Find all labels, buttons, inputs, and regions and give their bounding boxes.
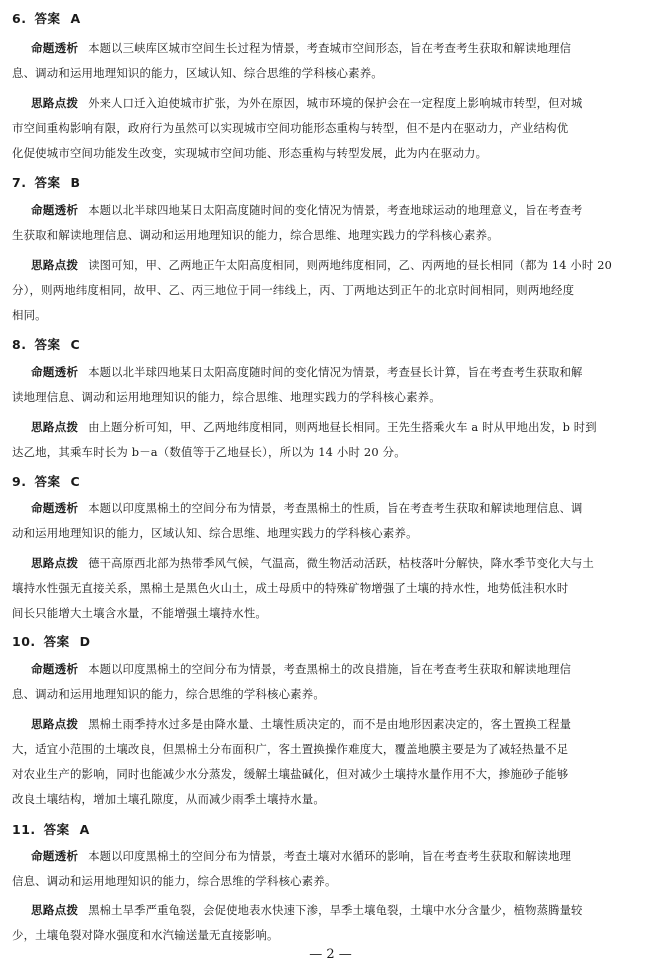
q10-silu-cont3: 改良土壤结构，增加土壤孔隙度，从而减少雨季土壤持水量。: [12, 792, 325, 806]
q9-silu-text: 德干高原西北部为热带季风气候，气温高，微生物活动活跃，枯枝落叶分解快，降水季节变化大与土: [88, 557, 595, 570]
q9-mingti-text: 本题以印度黑棉土的空间分布为情景，考查黑棉土的性质，旨在考查考生获取和解读地理信息、调: [88, 502, 583, 515]
mingti-label: 命题透析: [31, 203, 79, 217]
q9-number: 9.: [12, 474, 27, 489]
q10-silu-cont2: 对农业生产的影响，同时也能减少水分蒸发，缓解土壤盐碱化，但对减少土壤持水量作用不大，掺施砂子能够: [12, 767, 569, 781]
q11-mingti: [31, 845, 651, 868]
q7-silu-cont2: 相同。: [12, 308, 47, 322]
q11-mingti-text: 本题以印度黑棉土的空间分布为情景，考查土壤对水循环的影响，旨在考查考生获取和解读地理: [88, 850, 572, 863]
q10-mingti: [31, 658, 651, 681]
q10-answer: D: [79, 634, 91, 649]
q11-header: [12, 820, 90, 838]
silu-label: 思路点拨: [31, 903, 79, 917]
answer-label: 答案: [43, 634, 70, 649]
q9-silu-cont2: 间长只能增大土壤含水量，不能增强土壤持水性。: [12, 606, 267, 620]
q9-header: [12, 472, 80, 490]
q9-mingti-cont: 动和运用地理知识的能力，区域认知、综合思维、地理实践力的学科核心素养。: [12, 526, 418, 540]
q7-silu-text: 读图可知，甲、乙两地正午太阳高度相同，则两地纬度相同，乙、丙两地的昼长相同（都为 14 小时 20: [88, 259, 612, 272]
mingti-label: 命题透析: [31, 365, 79, 379]
q10-silu-cont: 大，适宜小范围的土壤改良，但黑棉土分布面积广，客土置换操作难度大，覆盖地膜主要是为了减轻热量不足: [12, 742, 569, 756]
page-number: — 2 —: [309, 947, 352, 962]
q8-mingti: [31, 361, 651, 384]
q8-number: 8.: [12, 337, 27, 352]
silu-label: 思路点拨: [31, 258, 79, 272]
q7-mingti-text: 本题以北半球四地某日太阳高度随时间的变化情况为情景，考查地球运动的地理意义，旨在考查考: [88, 204, 583, 217]
q11-silu: [31, 899, 651, 922]
q6-mingti-text: 本题以三峡库区城市空间生长过程为情景，考查城市空间形态，旨在考查考生获取和解读地理信: [88, 42, 572, 55]
q11-answer: A: [79, 822, 90, 837]
q6-mingti-cont: 息、调动和运用地理知识的能力，区域认知、综合思维的学科核心素养。: [12, 66, 383, 80]
q6-silu-cont: 市空间重构影响有限，政府行为虽然可以实现城市空间功能形态重构与转型，但不是内在驱动力，产业结构优: [12, 121, 569, 135]
answer-label: 答案: [34, 474, 61, 489]
q10-number: 10.: [12, 634, 36, 649]
mingti-label: 命题透析: [31, 662, 79, 676]
q6-mingti: [31, 37, 651, 60]
mingti-label: 命题透析: [31, 501, 79, 515]
q8-silu-cont: 达乙地，其乘车时长为 b－a（数值等于乙地昼长），所以为 14 小时 20 分。: [12, 445, 406, 459]
q9-silu: [31, 552, 651, 575]
q8-answer: C: [70, 337, 81, 352]
answer-label: 答案: [34, 337, 61, 352]
q7-answer: B: [70, 175, 81, 190]
q7-mingti: [31, 199, 651, 222]
q8-silu-text: 由上题分析可知，甲、乙两地纬度相同，则两地昼长相同。王先生搭乘火车 a 时从甲地出发，b 时到: [88, 421, 597, 434]
q10-mingti-cont: 息、调动和运用地理知识的能力，综合思维的学科核心素养。: [12, 687, 325, 701]
silu-label: 思路点拨: [31, 96, 79, 110]
q9-silu-cont: 壤持水性强无直接关系，黑棉土是黑色火山土，成土母质中的特殊矿物增强了土壤的持水性，地势低洼积水时: [12, 581, 569, 595]
q10-silu-text: 黑棉土雨季持水过多是由降水量、土壤性质决定的，而不是由地形因素决定的，客土置换工程量: [88, 718, 572, 731]
q11-silu-cont: 少，土壤龟裂对降水强度和水汽输送量无直接影响。: [12, 928, 279, 942]
q6-number: 6.: [12, 11, 27, 26]
q6-silu-cont2: 化促使城市空间功能发生改变，实现城市空间功能、形态重构与转型发展，此为内在驱动力。: [12, 146, 488, 160]
q8-mingti-cont: 读地理信息、调动和运用地理知识的能力，综合思维、地理实践力的学科核心素养。: [12, 390, 441, 404]
q6-header: [12, 9, 81, 27]
q7-silu-cont: 分），则两地纬度相同，故甲、乙、丙三地位于同一纬线上，丙、丁两地达到正午的北京时间相同，则两地经度: [12, 283, 575, 297]
answer-label: 答案: [43, 822, 70, 837]
answer-label: 答案: [34, 11, 61, 26]
q9-answer: C: [70, 474, 81, 489]
q7-mingti-cont: 生获取和解读地理信息、调动和运用地理知识的能力，综合思维、地理实践力的学科核心素养。: [12, 228, 499, 242]
q8-silu: [31, 416, 651, 439]
answer-label: 答案: [34, 175, 61, 190]
silu-label: 思路点拨: [31, 717, 79, 731]
q11-silu-text: 黑棉土旱季严重龟裂，会促使地表水快速下渗，旱季土壤龟裂，土壤中水分含量少，植物蒸腾量较: [88, 904, 583, 917]
q9-mingti: [31, 497, 651, 520]
q10-mingti-text: 本题以印度黑棉土的空间分布为情景，考查黑棉土的改良措施，旨在考查考生获取和解读地理信: [88, 663, 572, 676]
q7-silu: [31, 254, 651, 277]
q10-silu: [31, 713, 651, 736]
q8-mingti-text: 本题以北半球四地某日太阳高度随时间的变化情况为情景，考查昼长计算，旨在考查考生获取和解: [88, 366, 583, 379]
q6-answer: A: [70, 11, 81, 26]
q8-header: [12, 335, 80, 353]
q6-silu: [31, 92, 651, 115]
q11-mingti-cont: 信息、调动和运用地理知识的能力，综合思维的学科核心素养。: [12, 874, 337, 888]
q10-header: [12, 632, 91, 650]
q11-number: 11.: [12, 822, 36, 837]
mingti-label: 命题透析: [31, 41, 79, 55]
mingti-label: 命题透析: [31, 849, 79, 863]
q7-number: 7.: [12, 175, 27, 190]
q6-silu-text: 外来人口迁入迫使城市扩张，为外在原因，城市环境的保护会在一定程度上影响城市转型，但对城: [88, 97, 583, 110]
silu-label: 思路点拨: [31, 556, 79, 570]
silu-label: 思路点拨: [31, 420, 79, 434]
q7-header: [12, 173, 81, 191]
